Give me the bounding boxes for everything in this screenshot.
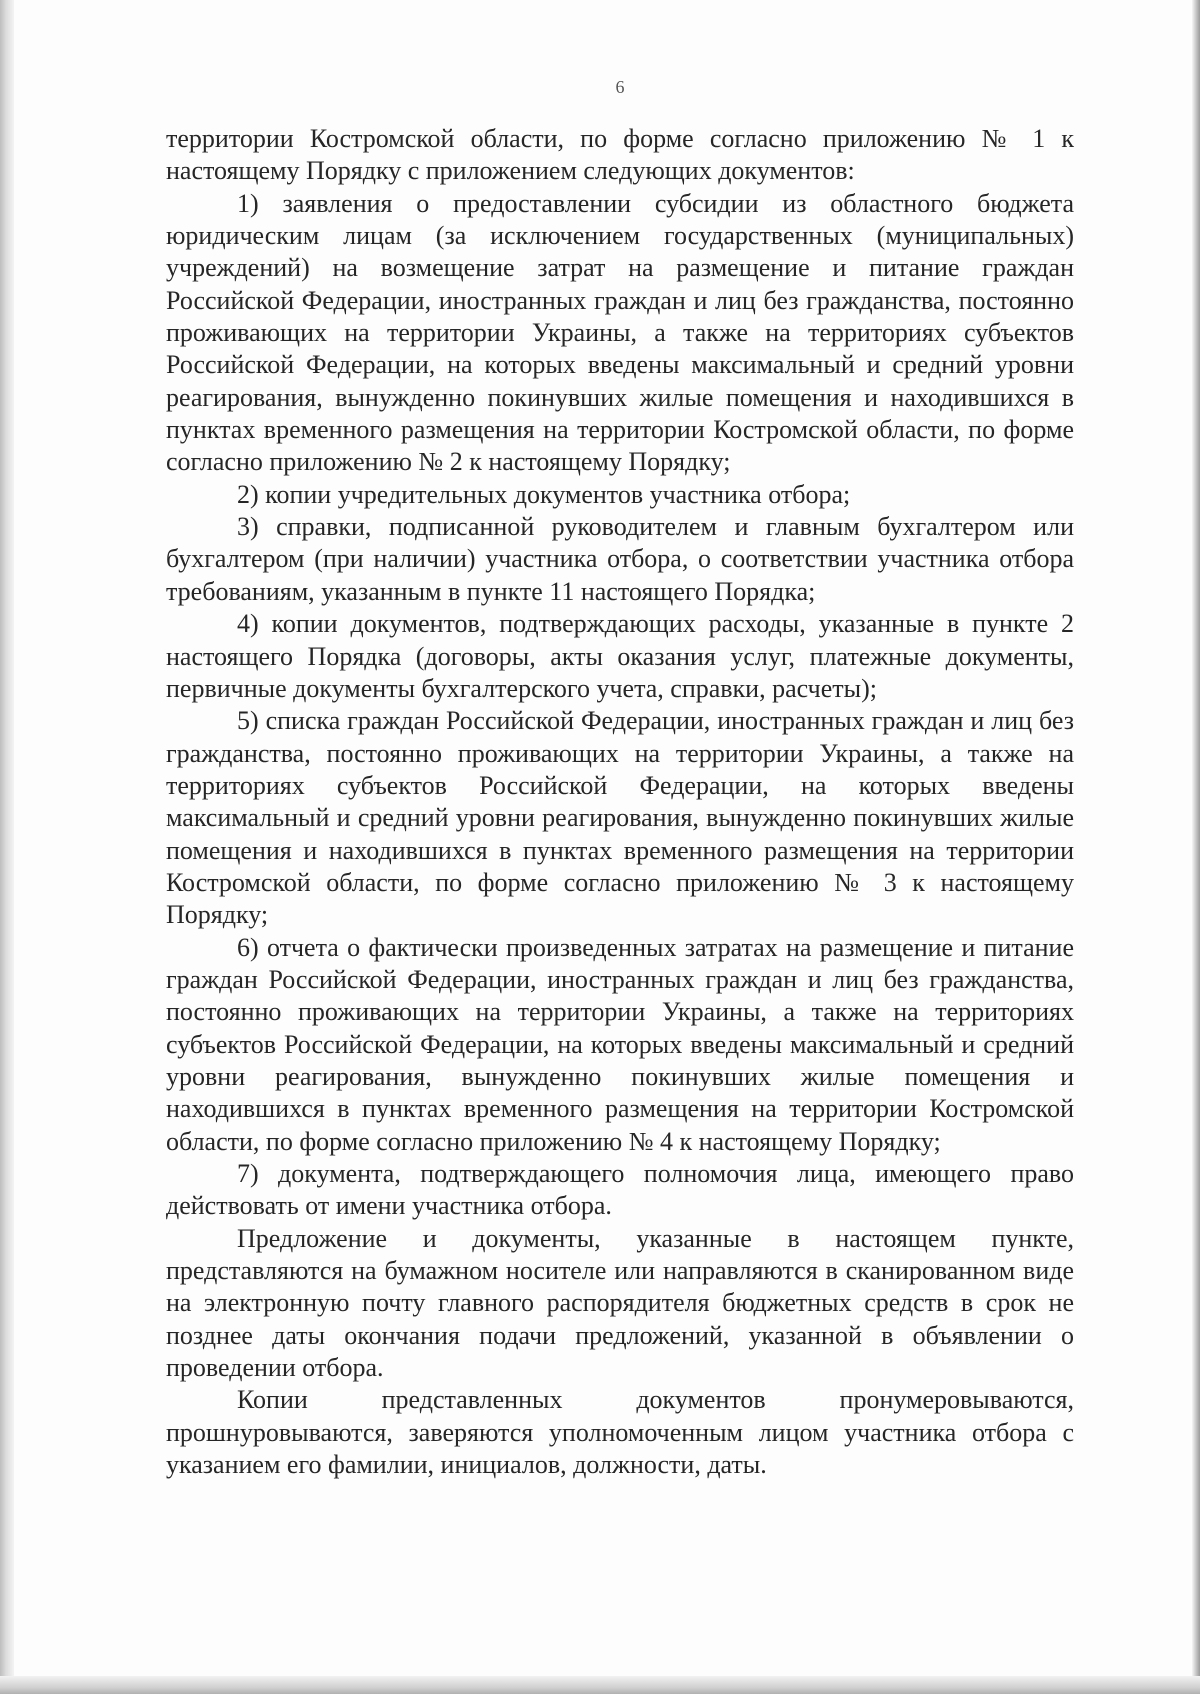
paragraph-submission: Предложение и документы, указанные в настоящем пункте, представляются на бумажном носителе или направляются в сканированном виде на электронную почту главного распорядителя бюджетных средств в срок не позднее даты окончания подачи предложений, указанной в объявлении о проведении отбора. xyxy=(166,1223,1074,1383)
list-item-1: 1) заявления о предоставлении субсидии из областного бюджета юридическим лицам (за исключением государственных (муниципальных) учреждений) на возмещение затрат на размещение и питание граждан Российской Федерации, иностранных граждан и лиц без гражданства, постоянно проживающих на территории Украины, а также на территориях субъектов Российской Федерации, на которых введены максимальный и средний уровни реагирования, вынужденно покинувших жилые помещения и находившихся в пунктах временного размещения на территории Костромской области, по форме согласно приложению № 2 к настоящему Порядку; xyxy=(166,188,1074,477)
scan-edge-bottom xyxy=(0,1676,1200,1694)
scan-edge-left xyxy=(0,0,14,1694)
list-item-7: 7) документа, подтверждающего полномочия лица, имеющего право действовать от имени участника отбора. xyxy=(166,1159,1074,1221)
paragraph-continuation: территории Костромской области, по форме согласно приложению № 1 к настоящему Порядку с приложением следующих документов: xyxy=(166,124,1074,186)
list-item-5: 5) списка граждан Российской Федерации, иностранных граждан и лиц без гражданства, постоянно проживающих на территории Украины, а также на территориях субъектов Российской Федерации, на которых введены максимальный и средний уровни реагирования, вынужденно покинувших жилые помещения и находившихся в пунктах временного размещения на территории Костромской области, по форме согласно приложению № 3 к настоящему Порядку; xyxy=(166,706,1074,930)
list-item-4: 4) копии документов, подтверждающих расходы, указанные в пункте 2 настоящего Порядка (договоры, акты оказания услуг, платежные документы, первичные документы бухгалтерского учета, справки, расчеты); xyxy=(166,609,1074,703)
list-item-6: 6) отчета о фактически произведенных затратах на размещение и питание граждан Российской Федерации, иностранных граждан и лиц без гражданства, постоянно проживающих на территории Украины, а также на территориях субъектов Российской Федерации, на которых введены максимальный и средний уровни реагирования, вынужденно покинувших жилые помещения и находившихся в пунктах временного размещения на территории Костромской области, по форме согласно приложению № 4 к настоящему Порядку; xyxy=(166,932,1074,1156)
page-number: 6 xyxy=(615,77,625,97)
scan-edge-right xyxy=(1192,0,1200,1694)
list-item-3: 3) справки, подписанной руководителем и главным бухгалтером или бухгалтером (при наличии) участника отбора, о соответствии участника отбора требованиям, указанным в пункте 11 настоящего Порядка; xyxy=(166,512,1074,606)
list-item-2: 2) копии учредительных документов участника отбора; xyxy=(237,479,851,509)
paragraph-copies: Копии представленных документов пронумеровываются, прошнуровываются, заверяются уполномоченным лицом участника отбора с указанием его фамилии, инициалов, должности, даты. xyxy=(166,1385,1074,1480)
document-body xyxy=(166,123,1074,1481)
